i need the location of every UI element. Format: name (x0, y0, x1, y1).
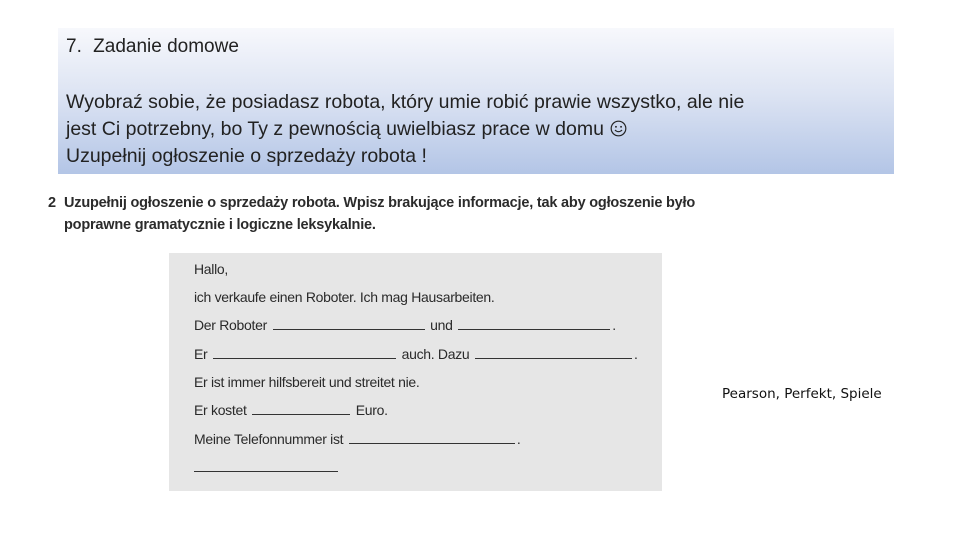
description-line-1: Wyobraź sobie, że posiadasz robota, który umie robić prawie wszystko, ale nie (66, 91, 745, 113)
fill-blank[interactable] (213, 346, 396, 359)
smiley-icon (610, 120, 627, 137)
source-credit: Pearson, Perfekt, Spiele (722, 386, 882, 402)
exercise-line-signature (194, 459, 340, 475)
exercise-text: Meine Telefonnummer ist (194, 431, 344, 447)
description-line-3: Uzupełnij ogłoszenie o sprzedaży robota ! (66, 145, 427, 167)
task-instruction-text: Uzupełnij ogłoszenie o sprzedaży robota. Wpisz brakujące informacje, tak aby ogłoszenie było poprawne gramatycznie i logiczne leksykalnie. (64, 195, 696, 233)
exercise-text: Der Roboter (194, 317, 267, 333)
exercise-text: . (612, 317, 616, 333)
exercise-text: und (430, 317, 453, 333)
homework-number: 7. (66, 36, 82, 57)
description-line-2 (66, 116, 886, 143)
exercise-text: Er (194, 346, 208, 362)
fill-blank[interactable] (475, 346, 632, 359)
fill-blank[interactable] (273, 317, 425, 330)
exercise-line-intro: ich verkaufe einen Roboter. Ich mag Hausarbeiten. (194, 289, 495, 305)
homework-title (66, 36, 239, 58)
exercise-line-er (194, 346, 638, 362)
exercise-line-helpful: Er ist immer hilfsbereit und streitet nie. (194, 374, 420, 390)
exercise-text: . (634, 346, 638, 362)
task-number: 2 (48, 195, 56, 211)
exercise-text: Er kostet (194, 402, 247, 418)
signature-blank[interactable] (194, 459, 338, 472)
fill-blank[interactable] (458, 317, 610, 330)
exercise-line-robot (194, 317, 616, 333)
fill-blank[interactable] (252, 402, 350, 415)
exercise-text: . (516, 431, 521, 447)
exercise-text: Euro. (355, 402, 388, 418)
exercise-box (169, 253, 662, 491)
exercise-line-price (194, 402, 388, 418)
homework-header-box (58, 28, 894, 174)
homework-title-text: Zadanie domowe (93, 36, 239, 57)
homework-description (66, 89, 886, 170)
description-line-2-text: jest Ci potrzebny, bo Ty z pewnością uwielbiasz prace w domu (66, 118, 604, 140)
exercise-line-phone (194, 431, 520, 447)
fill-blank[interactable] (349, 431, 515, 444)
exercise-line-greeting: Hallo, (194, 261, 228, 277)
exercise-text: auch. Dazu (401, 346, 470, 362)
